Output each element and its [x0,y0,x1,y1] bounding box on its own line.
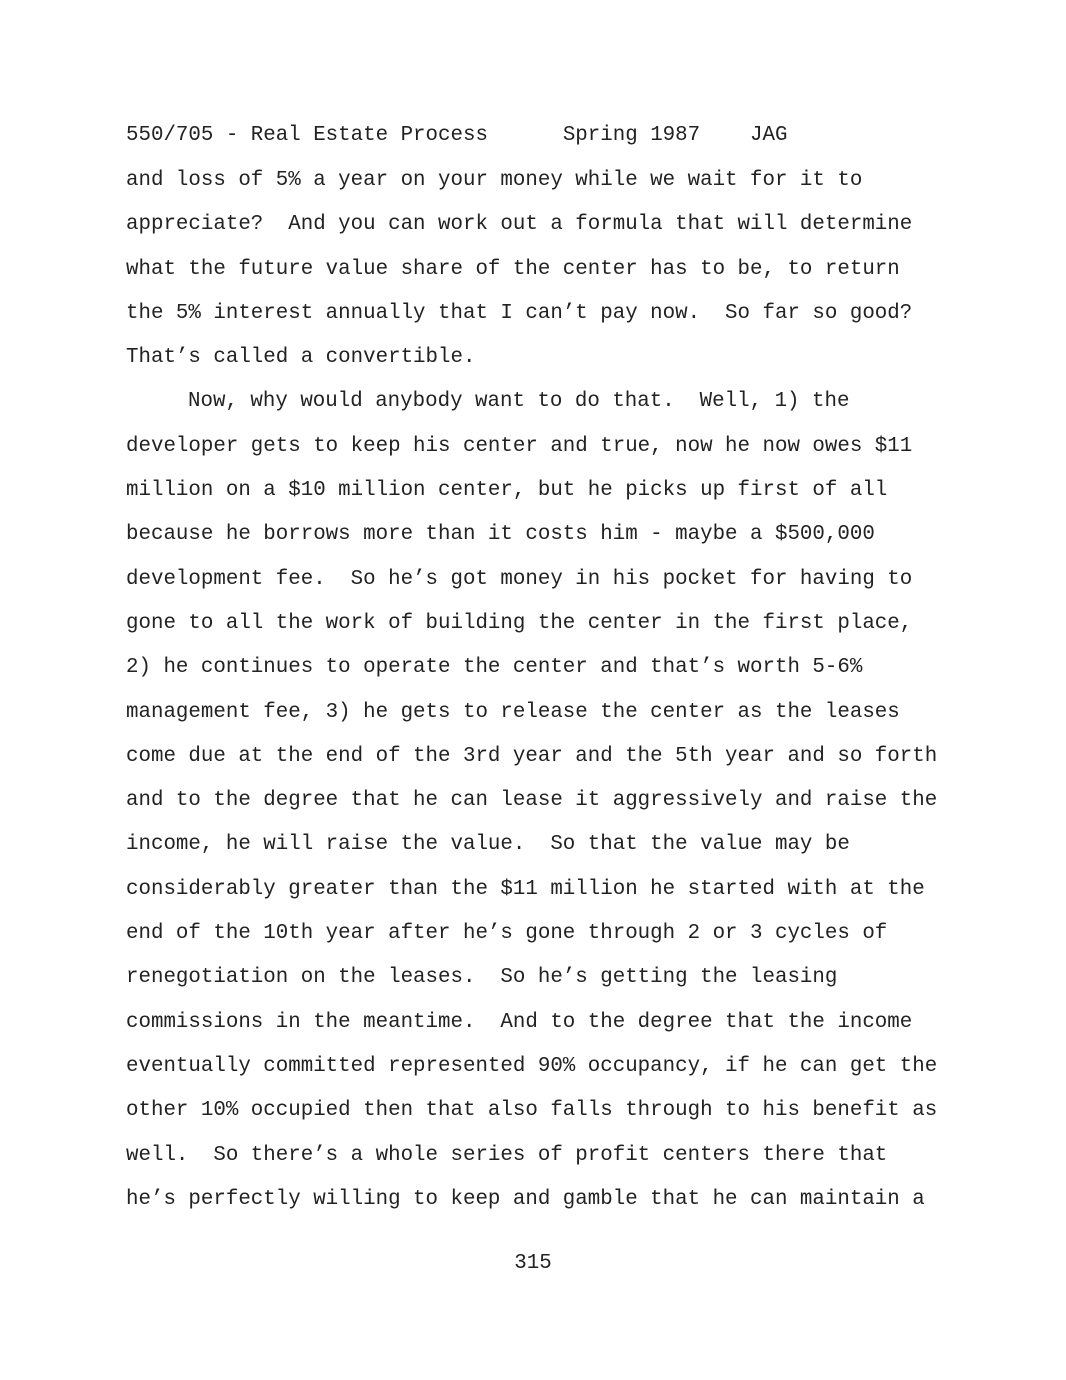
text-line: well. So there’s a whole series of profit centers there that [126,1143,888,1167]
text-line: end of the 10th year after he’s gone through 2 or 3 cycles of [126,922,888,946]
course-title: 550/705 - Real Estate Process [126,124,488,147]
text-line: appreciate? And you can work out a formula that will determine [126,213,913,237]
text-line: because he borrows more than it costs him - maybe a $500,000 [126,523,875,547]
text-line: gone to all the work of building the center in the first place, [126,611,913,635]
text-line: and to the degree that he can lease it aggressively and raise the [126,789,938,813]
text-line: development fee. So he’s got money in his pocket for having to [126,567,913,591]
text-line: eventually committed represented 90% occupancy, if he can get the [126,1054,938,1078]
text-line: the 5% interest annually that I can’t pay now. So far so good? [126,301,913,325]
text-line: million on a $10 million center, but he picks up first of all [126,479,888,503]
text-line: renegotiation on the leases. So he’s getting the leasing [126,966,838,990]
author-initials: JAG [750,124,788,147]
term-label: Spring 1987 [562,124,701,147]
page-header [126,124,788,148]
transcript-body [126,169,1026,1232]
text-line: other 10% occupied then that also falls through to his benefit as [126,1099,938,1123]
text-line: 2) he continues to operate the center and that’s worth 5-6% [126,656,863,680]
text-line: he’s perfectly willing to keep and gamble that he can maintain a [126,1187,925,1211]
text-line: considerably greater than the $11 million he started with at the [126,877,925,901]
text-line: That’s called a convertible. [126,346,476,370]
page-number: 315 [514,1252,552,1275]
text-line: commissions in the meantime. And to the degree that the income [126,1010,913,1034]
text-line: management fee, 3) he gets to release the center as the leases [126,700,900,724]
text-line: developer gets to keep his center and true, now he now owes $11 [126,434,913,458]
text-line: and loss of 5% a year on your money while we wait for it to [126,169,863,192]
text-line: what the future value share of the center has to be, to return [126,257,900,281]
text-line: come due at the end of the 3rd year and the 5th year and so forth [126,744,938,768]
paragraph-start-line: Now, why would anybody want to do that. Well, 1) the [188,390,850,414]
text-line: income, he will raise the value. So that the value may be [126,833,850,857]
